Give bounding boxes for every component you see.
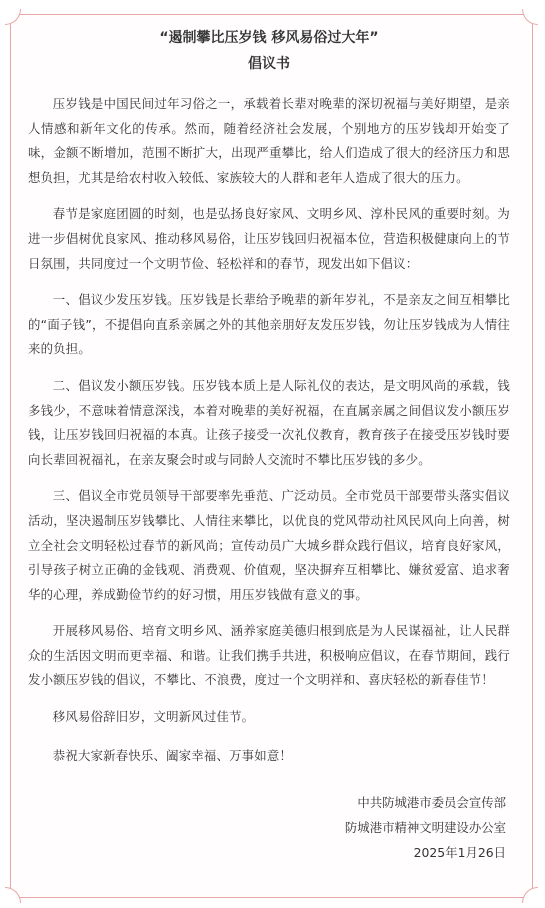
frame-corner-decoration — [5, 887, 21, 903]
paragraph-initiative-2: 二、倡议发小额压岁钱。压岁钱本质上是人际礼仪的表达，是文明风尚的承载，钱多钱少，不意味着情意深浅，本着对晚辈的美好祝福，在直属亲属之间倡议发小额压岁钱，让压岁钱回归祝福的本真。让孩子接受一次礼仪教育，教育孩子在接受压岁钱时要向长辈回祝福礼，在亲友聚会时或与同龄人交流时不攀比压岁钱的多少。 — [28, 377, 510, 467]
paragraph-initiative-1: 一、倡议少发压岁钱。压岁钱是长辈给予晚辈的新年岁礼，不是亲友之间互相攀比的“面子钱”，不提倡向直系亲属之外的其他亲朋好友发压岁钱，勿让压岁钱成为人情往来的负担。 — [28, 292, 510, 357]
frame-corner-decoration — [5, 9, 21, 25]
signature-org-civilization: 防城港市精神文明建设办公室 — [344, 820, 506, 836]
signature-date: 2025年1月26日 — [413, 845, 506, 861]
paragraph-slogan: 移风易俗辞旧岁，文明新风过佳节。 — [52, 709, 255, 725]
frame-corner-decoration — [522, 9, 538, 25]
paragraph-intro: 压岁钱是中国民间过年习俗之一，承载着长辈对晚辈的深切祝福与美好期望，是亲人情感和新年文化的传承。然而，随着经济社会发展，个别地方的压岁钱却开始变了味，金额不断增加，范围不断扩大，出现严重攀比，给人们造成了很大的经济压力和思想负担，尤其是给农村收入较低、家族较大的人群和老年人造成了很大的压力。 — [28, 96, 510, 185]
signature-org-propaganda: 中共防城港市委员会宣传部 — [357, 795, 506, 811]
frame-corner-decoration — [522, 887, 538, 903]
signature-block — [28, 790, 510, 865]
paragraph-greeting: 恭祝大家新春快乐、阖家幸福、万事如意！ — [52, 747, 293, 763]
document-subtitle: 倡议书 — [248, 56, 290, 72]
paragraph-purpose: 春节是家庭团圆的时刻，也是弘扬良好家风、文明乡风、淳朴民风的重要时刻。为进一步倡树优良家风、推动移风易俗，让压岁钱回归祝福本位，营造积极健康向上的节日氛围，共同度过一个文明节俭、轻松祥和的春节，现发出如下倡议： — [28, 206, 510, 271]
document-body — [28, 28, 510, 865]
paragraph-initiative-3: 三、倡议全市党员领导干部要率先垂范、广泛动员。全市党员干部要带头落实倡议活动，坚决遏制压岁钱攀比、人情往来攀比，以优良的党风带动社风民风向上向善，树立全社会文明轻松过春节的新风尚；宣传动员广大城乡群众践行倡议，培育良好家风，引导孩子树立正确的金钱观、消费观、价值观，坚决摒弃互相攀比、嫌贫爱富、追求奢华的心理，养成勤俭节约的好习惯，用压岁钱做有意义的事。 — [28, 488, 510, 602]
document-title: “遏制攀比压岁钱 移风易俗过大年” — [159, 30, 379, 46]
paragraph-closing: 开展移风易俗、培育文明乡风、涵养家庭美德归根到底是为人民谋福祉，让人民群众的生活因文明而更幸福、和谐。让我们携手共进，积极响应倡议，在春节期间，践行发小额压岁钱的倡议，不攀比、不浪费，度过一个文明祥和、喜庆轻松的新春佳节！ — [28, 623, 510, 688]
